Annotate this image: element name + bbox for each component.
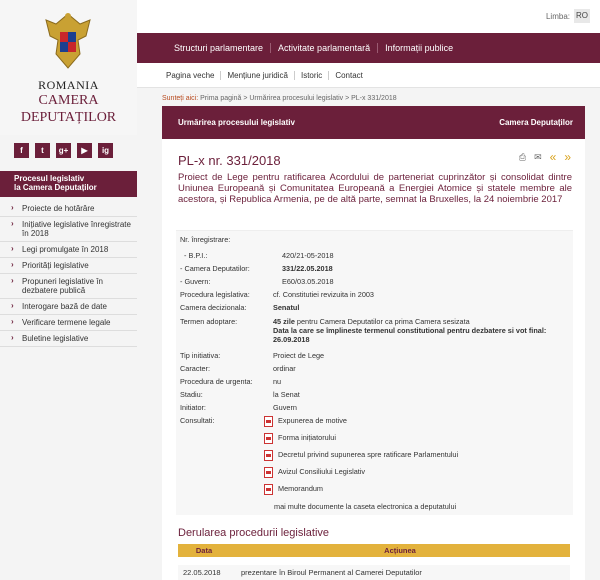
facebook-icon[interactable]: f: [14, 143, 29, 158]
label-stadiu: Stadiu:: [180, 390, 203, 399]
value-guvern: E60/03.05.2018: [282, 277, 334, 286]
sidebar-title-line1: Procesul legislativ: [14, 174, 85, 183]
section-title: Urmărirea procesului legislativ: [178, 118, 295, 127]
doc-label: Expunerea de motive: [278, 416, 347, 425]
doc-label: Avizul Consiliului Legislativ: [278, 467, 366, 476]
breadcrumb: [162, 95, 397, 102]
toolbar: [519, 150, 571, 164]
label-initiator: Initiator:: [180, 403, 206, 412]
instagram-icon[interactable]: ig: [98, 143, 113, 158]
label-tip: Tip initiativa:: [180, 351, 221, 360]
doc-link[interactable]: [264, 449, 564, 466]
more-docs-link[interactable]: mai multe documente la caseta electronica a deputatului: [274, 502, 457, 511]
pdf-icon: [264, 450, 273, 461]
term-deadline-date: 26.09.2018: [273, 335, 310, 344]
coat-of-arms-icon: [42, 10, 94, 72]
label-termen: Termen adoptare:: [180, 317, 238, 326]
left-column: [0, 0, 137, 580]
top-strip: [137, 0, 600, 33]
derulare-title: Derularea procedurii legislative: [178, 527, 330, 539]
main-nav: [137, 33, 600, 63]
law-description: Proiect de Lege pentru ratificarea Acordului de parteneriat cuprinzător și consolidat dintre Uniunea Europeană și Comunitatea Europeană a Energiei Atomice și statele membre ale acestora, și Republica Armenia, pe de altă parte, semnat la Bruxelles, la 24 noiembrie 2017: [178, 172, 572, 205]
nav-informatii[interactable]: Informații publice: [385, 43, 454, 53]
language-select[interactable]: RO: [574, 9, 590, 23]
social-links: [14, 143, 113, 158]
pdf-icon: [264, 467, 273, 478]
sidebar-item-legi-promulgate[interactable]: › Legi promulgate în 2018: [0, 242, 137, 258]
sidebar-item-propuneri[interactable]: › Propuneri legislative în dezbatere publică: [0, 274, 137, 299]
email-icon[interactable]: ✉: [534, 151, 542, 162]
doc-link[interactable]: [264, 432, 564, 449]
doc-link[interactable]: [264, 415, 564, 432]
label-guvern: - Guvern:: [180, 277, 211, 286]
section-bar: [162, 106, 585, 139]
label-consultati: Consultati:: [180, 416, 215, 425]
label-cd: - Camera Deputatilor:: [180, 264, 250, 273]
term-deadline-label: Data la care se împlineste termenul constitutional pentru dezbatere si vot final:: [273, 326, 547, 335]
sidebar-item-buletine[interactable]: › Buletine legislative: [0, 331, 137, 347]
col-action: Acțiunea: [384, 546, 416, 555]
term-text: pentru Camera Deputatilor ca prima Camera sesizata: [294, 317, 470, 326]
sidebar-item-prioritati[interactable]: › Priorități legislative: [0, 258, 137, 274]
label-camera-decizionala: Camera decizionala:: [180, 303, 247, 312]
twitter-icon[interactable]: t: [35, 143, 50, 158]
value-procedura: cf. Constitutiei revizuita in 2003: [273, 290, 374, 299]
label-nr: Nr. înregistrare:: [180, 235, 231, 244]
prev-arrow-icon[interactable]: «: [549, 150, 557, 164]
breadcrumb-label: Sunteți aici:: [162, 95, 199, 102]
label-bpi: - B.P.I.:: [184, 251, 208, 260]
subnav-contact[interactable]: Contact: [335, 70, 363, 80]
documents-list: [264, 415, 564, 511]
derulare-table-header: [178, 544, 570, 557]
breadcrumb-path[interactable]: Prima pagină > Urmărirea procesului legislativ > PL-x 331/2018: [200, 95, 397, 102]
content-panel: [162, 106, 585, 580]
info-table: [176, 230, 573, 515]
value-tip: Proiect de Lege: [273, 351, 325, 360]
sidebar-menu: [0, 201, 137, 347]
pdf-icon: [264, 416, 273, 427]
site-logo[interactable]: [0, 0, 137, 135]
table-row: [178, 565, 570, 580]
value-termen: [273, 317, 563, 344]
value-initiator: Guvern: [273, 403, 297, 412]
sidebar-item-proiecte-hotarare[interactable]: › Proiecte de hotărâre: [0, 201, 137, 217]
section-org: Camera Deputaților: [499, 118, 573, 127]
value-cd: 331/22.05.2018: [282, 264, 333, 273]
page-title: PL-x nr. 331/2018: [178, 153, 281, 168]
pdf-icon: [264, 484, 273, 495]
label-procedura: Procedura legislativa:: [180, 290, 250, 299]
pdf-icon: [264, 433, 273, 444]
doc-label: Forma inițiatorului: [278, 433, 336, 442]
row-action: prezentare în Biroul Permanent al Camerei Deputatilor: [241, 568, 422, 577]
doc-link[interactable]: [264, 466, 564, 483]
value-urgenta: nu: [273, 377, 282, 386]
print-icon[interactable]: ⎙: [518, 151, 527, 162]
logo-line-romania: ROMANIA: [38, 78, 99, 92]
doc-link[interactable]: [264, 483, 564, 500]
subnav-pagina-veche[interactable]: Pagina veche: [160, 71, 221, 80]
sidebar-item-interogare[interactable]: › Interogare bază de date: [0, 299, 137, 315]
sidebar-title-line2: la Camera Deputaților: [14, 183, 97, 192]
nav-activitate[interactable]: Activitate parlamentară: [271, 43, 378, 53]
term-days: 45 zile: [273, 317, 295, 326]
sidebar-title[interactable]: [0, 171, 137, 197]
sub-nav: [137, 63, 600, 88]
value-camera-decizionala: Senatul: [273, 303, 300, 312]
google-plus-icon[interactable]: g+: [56, 143, 71, 158]
language-label: Limba:: [545, 12, 570, 21]
logo-line-camera: CAMERA: [38, 93, 99, 108]
sidebar-item-verificare[interactable]: › Verificare termene legale: [0, 315, 137, 331]
value-caracter: ordinar: [273, 364, 296, 373]
subnav-mentiune[interactable]: Mențiune juridică: [221, 71, 294, 80]
scrollbar[interactable]: [585, 88, 600, 580]
value-stadiu: la Senat: [273, 390, 300, 399]
logo-line-deputatilor: DEPUTAȚILOR: [20, 110, 117, 125]
value-bpi: 420/21-05-2018: [282, 251, 334, 260]
label-urgenta: Procedura de urgenta:: [180, 377, 253, 386]
doc-label: Memorandum: [278, 484, 324, 493]
youtube-icon[interactable]: ▶: [77, 143, 92, 158]
next-arrow-icon[interactable]: »: [564, 150, 571, 164]
nav-structuri[interactable]: Structuri parlamentare: [167, 43, 271, 53]
sidebar-item-initiative[interactable]: › Inițiative legislative înregistrate în 2018: [0, 217, 137, 242]
subnav-istoric[interactable]: Istoric: [295, 71, 329, 80]
col-date: Data: [195, 546, 213, 555]
doc-label: Decretul privind supunerea spre ratificare Parlamentului: [278, 450, 459, 459]
row-date: 22.05.2018: [183, 568, 221, 577]
label-caracter: Caracter:: [180, 364, 211, 373]
